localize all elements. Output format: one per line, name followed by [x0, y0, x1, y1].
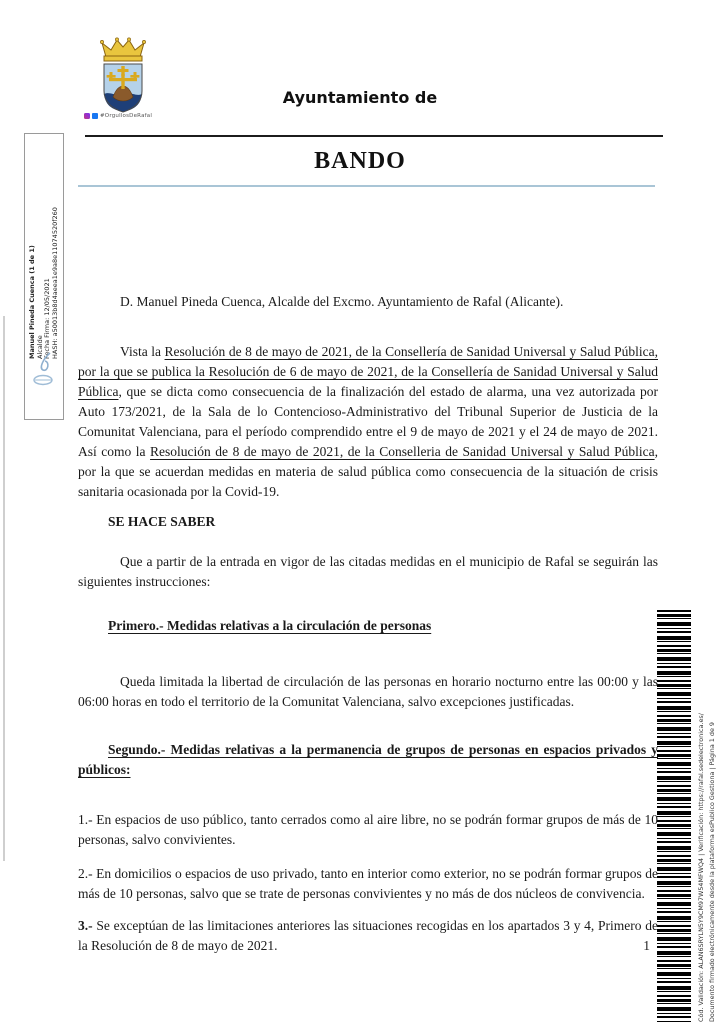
text-segment: Queda limitada la libertad de circulación de las personas en horario nocturno entre las 00:00 y las 06:00 horas en todo el territorio de la Comunitat Valenciana, salvo excepciones justificadas. [78, 674, 658, 709]
page-edge-artifact [3, 316, 5, 861]
title-divider [78, 185, 655, 187]
signature-date: Fecha Firma: 12/05/2021 [43, 278, 51, 359]
section-2-item-2 [78, 864, 658, 904]
page-number: 1 [643, 938, 650, 953]
social-handle: #OrgullosDeRafal [100, 112, 153, 119]
text-segment: , que se dicta como consecuencia de la finalización del estado de alarma, una vez autorizada por Auto 173/2021, de la Sala de lo Contencioso-Administrativo del Tribunal Superior de Justicia de la Comunitat Valenciana, para el período comprendido entre el 9 de mayo de 2021 y el 24 de mayo de 2021. Así como la [78, 384, 658, 459]
text-segment: , por la que se acuerdan medidas en materia de salud pública como consecuencia de la situación de crisis sanitaria ocasionada por la Covid-19. [78, 444, 658, 499]
platform-line: Documento firmado electrónicamente desde la plataforma esPublico Gestiona | Página 1 de 9 [708, 722, 716, 1022]
verification-code-line: Cód. Validación: ALAN6SRYLN5Y9CM97W54MFWQ4 | Verificación: https://rafal.sedelectronica.es/ [697, 713, 705, 1022]
document-body [78, 292, 658, 956]
social-row [84, 111, 174, 120]
text-segment: Segundo.- Medidas relativas a la permanencia de grupos de personas en espacios privados y públicos: [78, 742, 658, 777]
announce-heading [78, 512, 658, 532]
signature-panel [24, 133, 64, 420]
header-divider [85, 135, 663, 137]
instagram-icon [84, 113, 90, 119]
section-2-item-1 [78, 810, 658, 850]
verification-panel [696, 612, 720, 1022]
text-segment: Resolución de 8 de mayo de 2021, de la Consellería de Sanidad Universal y Salud Pública, por la que se publica la Resolución de 6 de mayo de 2021, de la Consellería de Sanidad Universal y Salud Pública [78, 344, 658, 399]
org-title: Ayuntamiento de [282, 88, 438, 107]
text-segment: Se exceptúan de las limitaciones anteriores las situaciones recogidas en los apartados 3 y 4, Primero de la Resolución de 8 de mayo de 2021. [78, 918, 658, 953]
signature-mark-icon [30, 349, 60, 396]
text-segment: Que a partir de la entrada en vigor de las citadas medidas en el municipio de Rafal se seguirán las siguientes instrucciones: [78, 554, 658, 589]
text-segment: Resolución de 8 de mayo de 2021, de la Conselleria de Sanidad Universal y Salud Pública [150, 444, 655, 459]
text-segment: 3.- [78, 918, 93, 933]
doc-title: BANDO [314, 148, 406, 174]
section-1-body [78, 672, 658, 712]
signer-role: Alcalde [35, 335, 44, 359]
intro [78, 552, 658, 592]
section-2-item-3 [78, 916, 658, 956]
salutation [78, 292, 658, 312]
section-2-heading [78, 740, 658, 780]
signer-name: Manuel Pineda Cuenca (1 de 1) [28, 245, 36, 359]
text-segment: Primero.- Medidas relativas a la circulación de personas [108, 618, 432, 633]
signature-hash: HASH: a50013b8d4aeea1e9a8e11074520f260 [50, 207, 59, 359]
barcode [657, 610, 691, 1022]
section-1-heading [78, 616, 658, 636]
signature-text [29, 149, 59, 359]
considerations [78, 342, 658, 502]
text-segment: Vista la [120, 344, 165, 359]
text-segment: SE HACE SABER [108, 514, 216, 529]
facebook-icon [92, 113, 98, 119]
text-segment: 2.- En domicilios o espacios de uso privado, tanto en interior como exterior, no se podrán formar grupos de más de 10 personas, salvo que se trate de personas convivientes y no más de dos núcleos de convivencia. [78, 866, 658, 901]
text-segment: D. Manuel Pineda Cuenca, Alcalde del Excmo. Ayuntamiento de Rafal (Alicante). [120, 294, 564, 309]
text-segment: 1.- En espacios de uso público, tanto cerrados como al aire libre, no se podrán formar grupos de más de 10 personas, salvo convivientes. [78, 812, 658, 847]
